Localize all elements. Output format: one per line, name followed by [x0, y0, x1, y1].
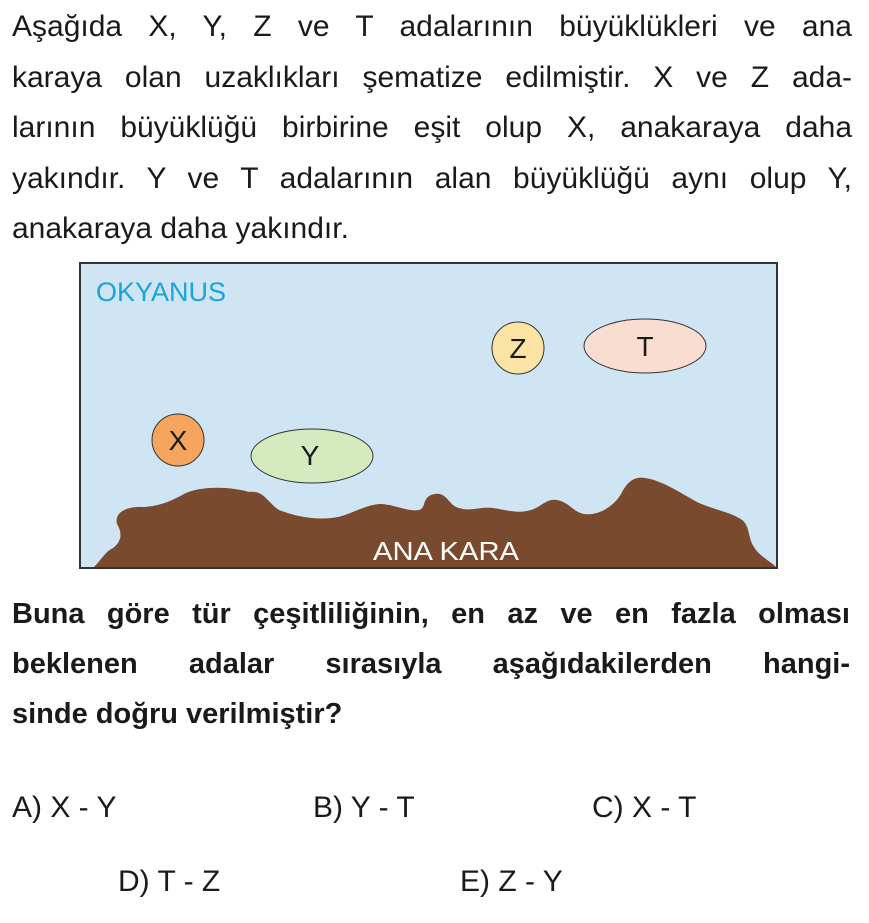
intro-line: Aşağıda X, Y, Z ve T adalarının büyüklükleri ve ana: [12, 10, 852, 43]
mainland-label: ANA KARA: [373, 536, 520, 566]
question-line: Buna göre tür çeşitliliğinin, en az ve en fazla olması: [12, 598, 850, 630]
island-y-label: Y: [300, 440, 320, 471]
option-c[interactable]: C) X - T: [592, 791, 697, 824]
intro-line: larının büyüklüğü birbirine eşit olup X, anakaraya daha: [12, 111, 852, 144]
question-stem: [12, 589, 850, 739]
ocean-label: OKYANUS: [96, 277, 227, 307]
island-x-label: X: [168, 425, 188, 456]
intro-line: karaya olan uzaklıkları şematize edilmiştir. X ve Z ada-: [12, 60, 852, 94]
question-line: beklenen adalar sırasıyla aşağıdakilerden hangi-: [12, 648, 850, 680]
option-a[interactable]: A) X - Y: [12, 791, 117, 824]
question-intro-text: [12, 2, 852, 255]
island-diagram: [79, 262, 778, 569]
island-y: [251, 429, 373, 483]
option-b[interactable]: B) Y - T: [313, 791, 415, 824]
intro-line: anakaraya daha yakındır.: [12, 212, 349, 245]
island-z-label: Z: [509, 333, 527, 364]
island-t-label: T: [636, 331, 654, 362]
option-e[interactable]: E) Z - Y: [460, 865, 563, 898]
island-x: [152, 414, 204, 466]
island-t: [584, 319, 706, 373]
intro-line: yakındır. Y ve T adalarının alan büyüklüğü aynı olup Y,: [12, 161, 852, 195]
question-line: sinde doğru verilmiştir?: [12, 698, 343, 730]
option-d[interactable]: D) T - Z: [118, 865, 221, 898]
island-z: [492, 322, 544, 374]
